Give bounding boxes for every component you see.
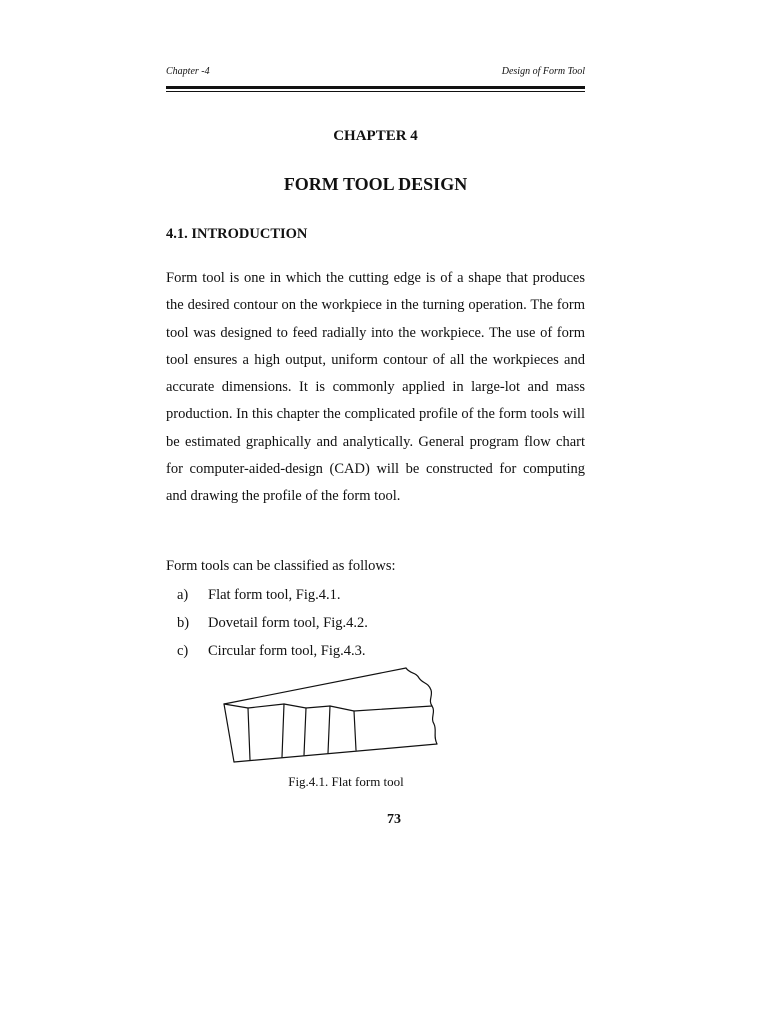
chapter-title: FORM TOOL DESIGN <box>283 174 468 194</box>
flat-form-tool-figure <box>220 664 442 766</box>
section-heading: 4.1. INTRODUCTION <box>166 226 308 242</box>
header-chapter-label: Chapter -4 <box>166 66 210 77</box>
header-rule-thin <box>166 91 585 92</box>
header-topic-label: Design of Form Tool <box>501 66 585 77</box>
figure-profile-line <box>282 704 284 757</box>
list-marker: a) <box>177 587 189 603</box>
page-number: 73 <box>387 812 401 827</box>
intro-paragraph: Form tool is one in which the cutting edge is of a shape that produces the desired contour on the workpiece in the turning operation. The form tool was designed to feed radially into the workpiece. The use of form tool ensures a high output, uniform contour of all the workpieces and accurate dimensions. It is commonly applied in large-lot and mass production. In this chapter the complicated profile of the form tools will be estimated graphically and analytically. General program flow chart for computer-aided-design (CAD) will be constructed for computing and drawing the profile of the form tool. <box>166 270 585 505</box>
list-item <box>166 613 368 641</box>
list-item-text: Circular form tool, Fig.4.3. <box>208 643 366 659</box>
chapter-number: CHAPTER 4 <box>333 128 418 144</box>
figure-top-edge <box>224 668 406 704</box>
figure-profile-top <box>224 704 432 711</box>
figure-profile-line <box>354 711 356 750</box>
running-header <box>166 66 585 80</box>
list-item-text: Flat form tool, Fig.4.1. <box>208 587 341 603</box>
figure-profile-line <box>304 708 306 755</box>
list-item-text: Dovetail form tool, Fig.4.2. <box>208 615 368 631</box>
figure-bottom-edge <box>234 744 437 762</box>
figure-caption: Fig.4.1. Flat form tool <box>288 774 404 789</box>
figure-left-edge <box>224 704 234 762</box>
figure-profile-line <box>248 708 250 760</box>
classification-intro: Form tools can be classified as follows: <box>166 558 396 574</box>
header-rule-thick <box>166 86 585 89</box>
list-marker: c) <box>177 643 189 659</box>
list-marker: b) <box>177 615 190 631</box>
classification-list <box>166 585 368 669</box>
list-item <box>166 585 368 613</box>
figure-profile-line <box>328 706 330 753</box>
